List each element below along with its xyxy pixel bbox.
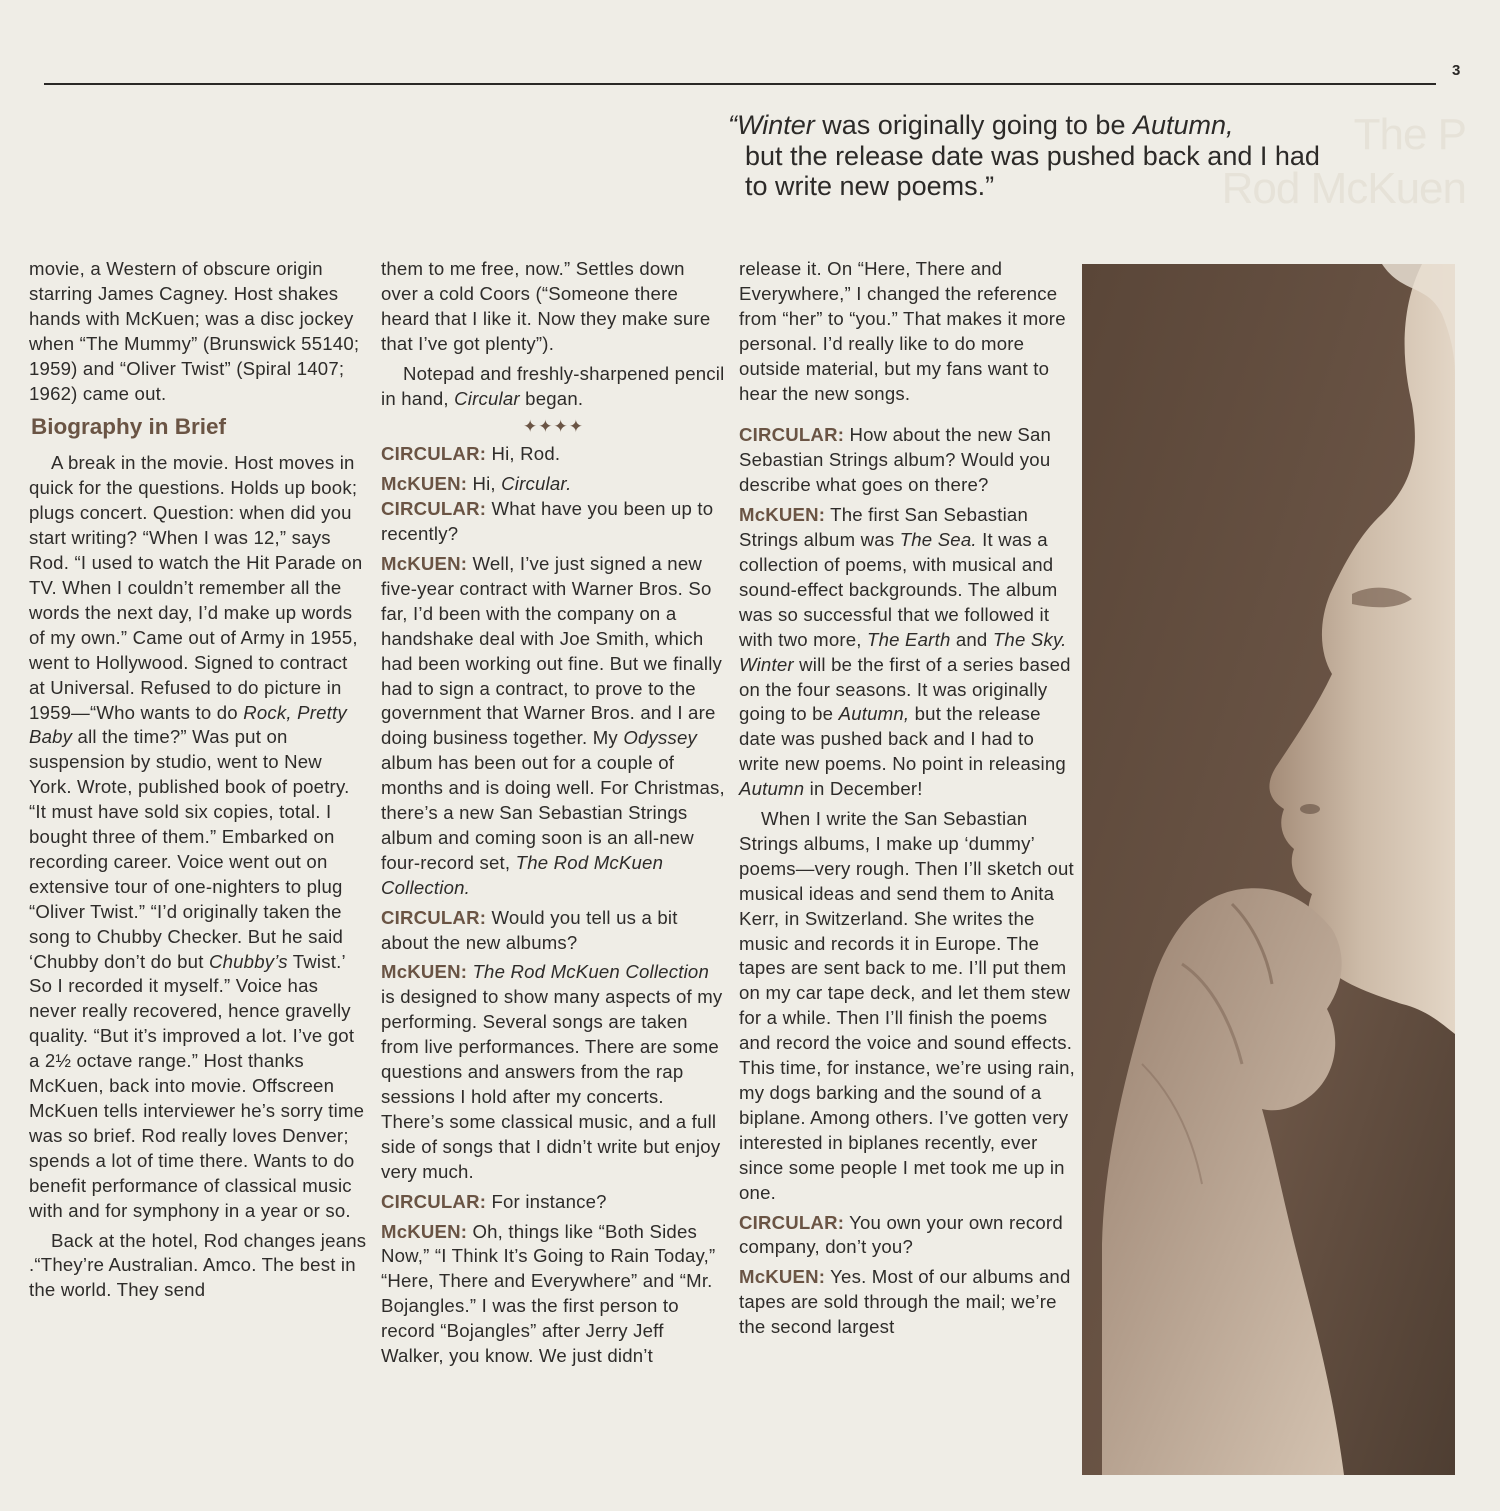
pull-quote-text: was originally going to be [814,110,1133,140]
interview-answer: McKUEN: The Rod McKuen Collection is designed to show many aspects of my performing. Several songs are taken from live performances. There are some questions and answers from the rap sessions I hold after my concerts. There’s some classical music, and a full side of songs that I didn’t write but enjoy very much. [381,961,723,1182]
nostril [1300,804,1320,814]
interview-answer: McKUEN: Well, I’ve just signed a new five-year contract with Warner Bros. So far, I’d been with the company on a handshake deal with Joe Smith, which had been working out fine. But we finally had to sign a contract, to prove to the government that Warner Bros. and I are doing business together. My Odyssey album has been out for a couple of months and is doing well. For Christmas, there’s a new San Sebastian Strings album and coming soon is an all-new four-record set, The Rod McKuen Collection. [381,552,725,898]
profile-photo [1082,264,1455,1475]
interview-question: CIRCULAR: You own your own record company, don’t you? [739,1211,1063,1258]
speaker-label: CIRCULAR: [381,498,487,520]
section-heading: Biography in Brief [31,414,227,440]
interview-answer: McKUEN: The first San Sebastian Strings album was The Sea. It was a collection of poems, with musical and sound-effect backgrounds. The album was so successful that we followed it with two more, The Earth and The Sky. Winter will be the first of a series based on the four seasons. It was originally going to be Autumn, but the release date was pushed back and I had to write new poems. No point in releasing Autumn in December! [739,504,1071,800]
ghost-title-line-2: Rod McKuen [1221,164,1466,213]
interview-question: CIRCULAR: What have you been up to recently? [381,498,714,545]
paragraph: movie, a Western of obscure origin starring James Cagney. Host shakes hands with McKuen; was a disc jockey when “The Mummy” (Brunswick 55140; 1959) and “Oliver Twist” (Spiral 1407; 1962) came out. [29,258,360,404]
pull-quote-line-3: to write new poems.” [745,171,995,201]
speaker-label: McKUEN: [381,961,468,983]
interview-question: CIRCULAR: For instance? [381,1190,607,1212]
title-emphasis: Chubby’s [208,950,288,972]
pull-quote-emphasis: Winter [737,110,815,140]
open-quote: “ [728,110,737,140]
paragraph: A break in the movie. Host moves in quick for the questions. Holds up book; plugs concert. Question: when did you start writing? “When I was 12,” says Rod. “I used to watch the Hit Parade on TV. When I couldn’t remember all the words the next day, I’d make up words of my own.” Came out of Army in 1955, went to Hollywood. Signed to contract at Universal. Refused to do picture in 1959—“Who wants to do Rock, Pretty Baby all the time?” Was put on suspension by studio, went to New York. Wrote, published book of poetry. “It must have sold six copies, total. I bought three of them.” Embarked on recording career. Voice went out on extensive tour of one-nighters to plug “Oliver Twist.” “I’d originally taken the song to Chubby Checker. But he said ‘Chubby don’t do but Chubby’s Twist.’ So I recorded it myself.” Voice has never really recovered, hence gravelly quality. “But it’s improved a lot. I’ve got a 2½ octave range.” Host thanks McKuen, back into movie. Offscreen McKuen tells interviewer he’s sorry time was so brief. Rod really loves Denver; spends a lot of time there. Wants to do benefit performance of classical music with and for symphony in a year or so. [29,452,365,1221]
speaker-label: McKUEN: [381,1220,468,1242]
paragraph: release it. On “Here, There and Everywhere,” I changed the reference from “her” to “you.” That makes it more personal. I’d really like to do more outside material, but my fans want to hear the new songs. [739,258,1066,404]
interview-question: CIRCULAR: Would you tell us a bit about the new albums? [381,906,678,953]
article-column-2 [381,257,726,1369]
ghost-title-line-1: The P [1353,110,1466,159]
interview-answer: McKUEN: Oh, things like “Both Sides Now,” “I Think It’s Going to Rain Today,” “Here, There and Everywhere” and “Mr. Bojangles.” I was the first person to record “Bojangles” after Jerry Jeff Walker, you know. We just didn’t [381,1220,716,1367]
speaker-label: CIRCULAR: [739,1211,845,1233]
speaker-label: McKUEN: [739,504,826,526]
paragraph: them to me free, now.” Settles down over a cold Coors (“Someone there heard that I like it. Now they make sure that I’ve got plenty”). [381,258,711,354]
speaker-label: CIRCULAR: [381,906,487,928]
interview-answer: McKUEN: Yes. Most of our albums and tapes are sold through the mail; we’re the second largest [739,1266,1071,1338]
interview-question: CIRCULAR: How about the new San Sebastian Strings album? Would you describe what goes on there? [739,424,1052,496]
speaker-label: CIRCULAR: [381,443,487,465]
title-emphasis: Rock, Pretty Baby [29,701,347,748]
article-column-3 [739,257,1079,1340]
title-emphasis: Circular [454,387,520,409]
speaker-label: McKUEN: [381,552,468,574]
profile-photo-image [1082,264,1455,1475]
interview-question: CIRCULAR: Hi, Rod. [381,443,561,465]
speaker-label: McKUEN: [739,1266,826,1288]
interview-answer: McKUEN: Hi, Circular. [381,473,572,495]
pull-quote-emphasis: Autumn, [1132,110,1234,140]
section-divider-stars: ✦✦✦✦ [523,417,584,437]
paragraph: Back at the hotel, Rod changes jeans .“They’re Australian. Amco. The best in the world. They send [29,1229,367,1301]
speaker-label: McKUEN: [381,473,468,495]
paragraph: Notepad and freshly-sharpened pencil in hand, Circular began. [381,362,725,409]
pull-quote-line-2: but the release date was pushed back and I had [745,140,1320,171]
paragraph: When I write the San Sebastian Strings albums, I make up ‘dummy’ poems—very rough. Then I’ll sketch out musical ideas and send them to Anita Kerr, in Switzerland. She writes the music and records it in Europe. The tapes are sent back to me. I’ll put them on my car tape deck, and let them stew for a while. Then I’ll finish the poems and record the voice and sound effects. This time, for instance, we’re using rain, my dogs barking and the sound of a biplane. Among others. I’ve gotten very interested in biplanes recently, ever since some people I met took me up in one. [739,808,1075,1203]
page-number: 3 [1452,62,1461,79]
header-rule [44,83,1436,85]
article-column-1 [29,257,367,1303]
speaker-label: CIRCULAR: [381,1190,487,1212]
pull-quote [728,110,1428,202]
speaker-label: CIRCULAR: [739,424,845,446]
pull-quote-line-1 [728,110,1428,141]
